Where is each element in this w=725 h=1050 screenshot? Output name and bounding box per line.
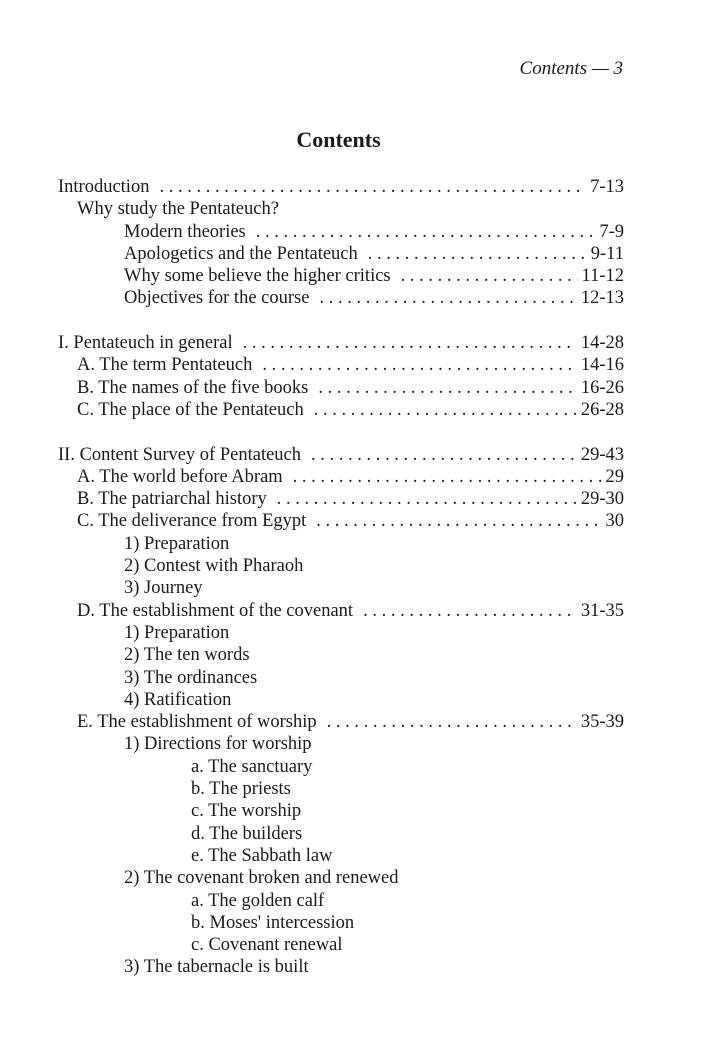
toc-entry xyxy=(58,956,624,978)
toc-entry-title: 3) The tabernacle is built xyxy=(124,957,309,978)
toc-page-range: 29 xyxy=(605,466,624,487)
toc-entry-title: Why study the Pentateuch? xyxy=(77,199,279,220)
toc-entry-title: a. The golden calf xyxy=(191,890,325,911)
toc-entry-title: D. The establishment of the covenant xyxy=(77,600,354,621)
toc-entry xyxy=(58,377,624,399)
toc-entry-title: B. The names of the five books xyxy=(77,377,309,398)
toc-entry xyxy=(58,466,624,488)
toc-entry-title: 4) Ratification xyxy=(124,689,232,710)
toc-entry-title: 1) Directions for worship xyxy=(124,734,312,755)
toc-entry-title: A. The term Pentateuch xyxy=(77,355,253,376)
toc-entry-title: a. The sanctuary xyxy=(191,756,313,777)
toc-entry-title: 2) The ten words xyxy=(124,645,250,666)
page-title: Contents xyxy=(296,127,381,152)
toc-page-range: 14-28 xyxy=(580,333,624,354)
toc-entry-title: Apologetics and the Pentateuch xyxy=(124,243,358,264)
toc-entry xyxy=(58,778,624,800)
toc-dot-leader xyxy=(318,377,576,399)
toc-entry xyxy=(58,689,624,711)
toc-entry-title: c. Covenant renewal xyxy=(191,935,343,956)
toc-entry-title: b. Moses' intercession xyxy=(191,912,355,933)
running-head: Contents — 3 xyxy=(519,58,623,79)
toc-dot-leader xyxy=(316,510,601,532)
toc-entry xyxy=(58,176,624,198)
toc-page-range: 31-35 xyxy=(580,600,624,621)
toc-entry xyxy=(58,198,624,220)
toc-entry xyxy=(58,890,624,912)
toc-dot-leader xyxy=(262,354,576,376)
toc-entry-title: B. The patriarchal history xyxy=(77,489,267,510)
toc-entry-title: d. The builders xyxy=(191,823,303,844)
toc-entry xyxy=(58,555,624,577)
toc-entry xyxy=(58,243,624,265)
toc-dot-leader xyxy=(311,444,577,466)
toc-page-range: 7-9 xyxy=(599,221,624,242)
toc-entry xyxy=(58,577,624,599)
toc-entry xyxy=(58,800,624,822)
toc-entry-title: A. The world before Abram xyxy=(77,466,283,487)
toc-entry xyxy=(58,711,624,733)
toc-dot-leader xyxy=(277,488,577,510)
toc-entry-title: e. The Sabbath law xyxy=(191,845,333,866)
toc-entry-title: b. The priests xyxy=(191,779,291,800)
toc-entry-title: Objectives for the course xyxy=(124,288,310,309)
toc-entry-title: II. Content Survey of Pentateuch xyxy=(58,444,302,465)
toc-entry xyxy=(58,667,624,689)
toc-entry-title: c. The worship xyxy=(191,801,302,822)
toc-entry xyxy=(58,756,624,778)
toc-entry-title: 1) Preparation xyxy=(124,622,230,643)
toc-page-range: 26-28 xyxy=(580,399,624,420)
toc-entry-title: 2) Contest with Pharaoh xyxy=(124,556,304,577)
toc-entry-title: C. The place of the Pentateuch xyxy=(77,399,304,420)
toc-dot-leader xyxy=(256,221,596,243)
toc-entry-title: C. The deliverance from Egypt xyxy=(77,511,307,532)
toc-entry xyxy=(58,823,624,845)
toc-page-range: 14-16 xyxy=(580,355,624,376)
toc-entry xyxy=(58,845,624,867)
toc-entry-title: 2) The covenant broken and renewed xyxy=(124,868,399,889)
toc-page-range: 11-12 xyxy=(581,266,624,287)
toc-entry xyxy=(58,867,624,889)
toc-entry xyxy=(58,488,624,510)
toc-entry xyxy=(58,510,624,532)
toc-dot-leader xyxy=(363,600,577,622)
toc-dot-leader xyxy=(401,265,578,287)
toc-entry xyxy=(58,287,624,309)
toc-dot-leader xyxy=(243,332,577,354)
toc-entry xyxy=(58,533,624,555)
toc-entry-title: 1) Preparation xyxy=(124,533,230,554)
toc-dot-leader xyxy=(327,711,577,733)
toc-dot-leader xyxy=(319,287,576,309)
toc-page-range: 7-13 xyxy=(590,177,624,197)
toc-dot-leader xyxy=(159,176,586,198)
toc-entry xyxy=(58,600,624,622)
toc-entry-title: Why some believe the higher critics xyxy=(124,266,391,287)
toc-entry xyxy=(58,934,624,956)
toc-entry xyxy=(58,354,624,376)
toc-dot-leader xyxy=(314,399,577,421)
table-of-contents xyxy=(58,176,624,979)
toc-entry xyxy=(58,399,624,421)
toc-entry xyxy=(58,332,624,354)
toc-entry xyxy=(58,733,624,755)
toc-page-range: 9-11 xyxy=(590,243,624,264)
toc-entry-title: 3) The ordinances xyxy=(124,667,258,688)
toc-entry xyxy=(58,912,624,934)
toc-page-range: 16-26 xyxy=(580,377,624,398)
toc-entry xyxy=(58,265,624,287)
toc-dot-leader xyxy=(293,466,602,488)
toc-entry xyxy=(58,644,624,666)
toc-entry-title: E. The establishment of worship xyxy=(77,712,317,733)
toc-page-range: 30 xyxy=(605,511,624,532)
toc-entry-title: 3) Journey xyxy=(124,578,203,599)
toc-page-range: 35-39 xyxy=(580,712,624,733)
toc-page-range: 29-43 xyxy=(580,444,624,465)
toc-dot-leader xyxy=(368,243,587,265)
toc-entry xyxy=(58,622,624,644)
toc-entry xyxy=(58,444,624,466)
toc-entry-title: Modern theories xyxy=(124,221,246,242)
toc-page-range: 12-13 xyxy=(580,288,624,309)
toc-page-range: 29-30 xyxy=(580,489,624,510)
toc-entry-title: I. Pentateuch in general xyxy=(58,333,233,354)
toc-entry xyxy=(58,221,624,243)
toc-entry-title: Introduction xyxy=(58,177,150,197)
